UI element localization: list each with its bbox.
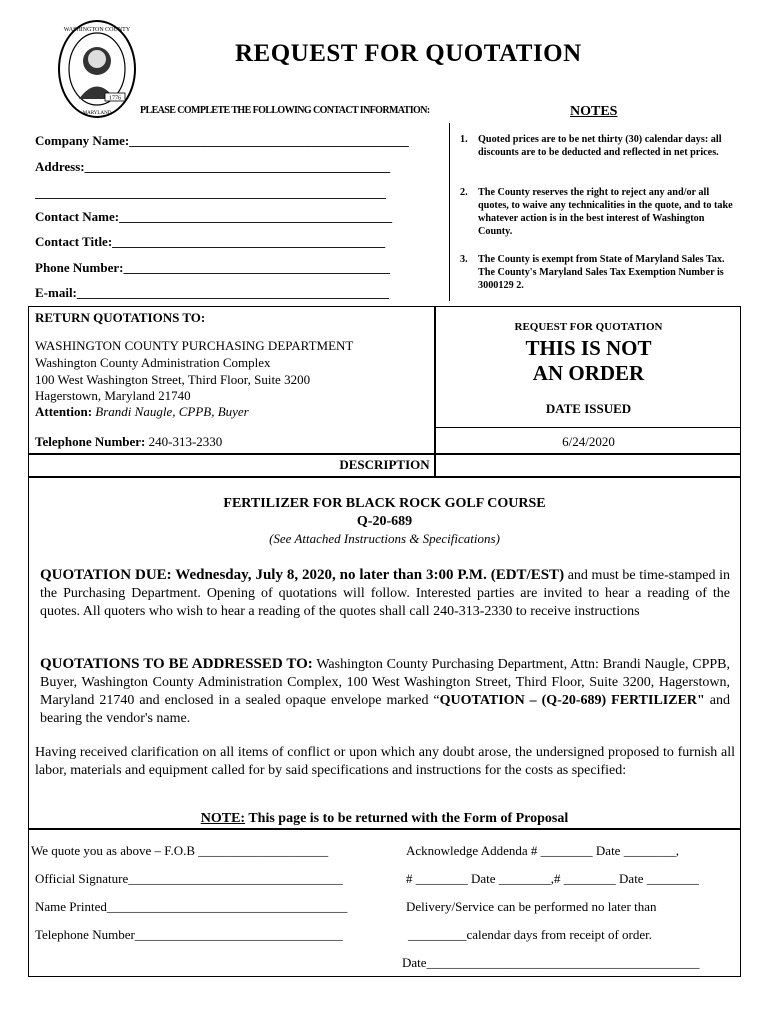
calendar-days-field[interactable]: _________calendar days from receipt of order.	[408, 927, 653, 942]
signoff-top-rule	[28, 828, 741, 830]
attention-line	[35, 404, 249, 420]
clarification-paragraph: Having received clarification on all items of conflict or upon which any doubt arose, the undersigned proposed to furnish all labor, materials and equipment called for by said specifications and instructions for the costs as specified:	[35, 745, 735, 778]
date-issued-value: 6/24/2020	[562, 434, 615, 449]
attention-value: Brandi Naugle, CPPB, Buyer	[95, 404, 249, 419]
return-line3: Hagerstown, Maryland 21740	[35, 388, 191, 403]
order-box-label: REQUEST FOR QUOTATION	[514, 321, 663, 333]
notes-divider	[449, 123, 450, 301]
description-heading: DESCRIPTION	[339, 457, 430, 472]
return-heading: RETURN QUOTATIONS TO:	[35, 310, 206, 325]
official-signature-field[interactable]: Official Signature_________________________________	[35, 871, 343, 886]
quotation-number: Q-20-689	[356, 514, 413, 529]
acknowledge-addenda-field[interactable]: Acknowledge Addenda # ________ Date ________,	[406, 843, 679, 858]
note-text: This page is to be returned with the Form of Proposal	[245, 811, 569, 826]
phone-number-field[interactable]: Phone Number:_________________________________________	[35, 260, 390, 275]
telephone-number-field[interactable]: Telephone Number________________________________	[35, 927, 343, 942]
addressed-to-paragraph: QUOTATIONS TO BE ADDRESSED TO: Washington County Purchasing Department, Attn: Brandi Naugle, CPPB, Buyer, Washington County Administration Complex, 100 West Washington Street, Third Floor, Suite 3200, Hagerstown, Maryland 21740 and enclosed in a sealed opaque envelope marked “QUOTATION – (Q-20-689) FERTILIZER" and bearing the vendor's name.	[40, 656, 730, 726]
return-line2: 100 West Washington Street, Third Floor, Suite 3200	[35, 372, 311, 387]
see-attached-note: (See Attached Instructions & Specifications)	[269, 531, 500, 546]
not-order-line1: THIS IS NOT	[525, 336, 652, 360]
description-title: FERTILIZER FOR BLACK ROCK GOLF COURSE	[223, 496, 546, 511]
attention-label: Attention:	[35, 404, 93, 419]
address-line2-field[interactable]: ______________________________________________________	[35, 185, 386, 200]
note-item-2: 2. The County reserves the right to reject any and/or all quotes, to waive any technicalities in the quote, and to take whatever action is in the best interest of Washington County.	[460, 187, 733, 237]
description-bottom-rule	[28, 476, 741, 478]
note-label: NOTE:	[200, 811, 246, 826]
seal-top-text: WASHINGTON COUNTY	[63, 27, 131, 33]
return-line1: Washington County Administration Complex	[35, 355, 271, 370]
seal-bottom-text: MARYLAND	[82, 111, 112, 116]
address-field[interactable]: Address:_______________________________________________	[35, 159, 391, 174]
email-field[interactable]: E-mail:________________________________________________	[35, 285, 389, 300]
note-item-1: 1. Quoted prices are to be net thirty (30) calendar days: all discounts are to be deducted and reflected in net prices.	[460, 134, 722, 158]
contact-name-field[interactable]: Contact Name:__________________________________________	[35, 209, 393, 224]
fob-field[interactable]: We quote you as above – F.O.B ____________________	[31, 843, 329, 858]
date-field[interactable]: Date__________________________________________	[402, 955, 700, 970]
company-name-field[interactable]: Company Name:___________________________________________	[35, 133, 409, 148]
return-dept: WASHINGTON COUNTY PURCHASING DEPARTMENT	[35, 338, 354, 353]
name-printed-field[interactable]: Name Printed_____________________________________	[35, 899, 348, 914]
date-issued-label: DATE ISSUED	[545, 401, 632, 416]
return-phone-value: 240-313-2330	[148, 434, 223, 449]
seal-year: 1776	[109, 95, 121, 102]
contact-title-field[interactable]: Contact Title:__________________________________________	[35, 234, 386, 249]
quotation-due-paragraph: QUOTATION DUE: Wednesday, July 8, 2020, no later than 3:00 P.M. (EDT/EST) and must be time-stamped in the Purchasing Department. Opening of quotations will follow. Interested parties are invited to hear a reading of the quotes. All quoters who wish to hear a reading of the quotes shall call 240-313-2330 to receive instructions	[40, 567, 730, 619]
return-note	[28, 811, 741, 827]
description-top-rule	[28, 453, 741, 455]
note-item-3: 3. The County is exempt from State of Maryland Sales Tax. The County's Maryland Sales Tax Exemption Number is 3000129 2.	[460, 254, 725, 291]
page-title: REQUEST FOR QUOTATION	[235, 40, 582, 67]
county-seal-logo	[57, 19, 137, 119]
contact-info-heading: PLEASE COMPLETE THE FOLLOWING CONTACT INFORMATION:	[140, 105, 430, 116]
return-phone-line	[35, 434, 222, 450]
delivery-text: Delivery/Service can be performed no later than	[406, 899, 657, 914]
date-issued-rule	[434, 427, 741, 428]
addenda-dates-field[interactable]: # ________ Date ________,# ________ Date ________	[406, 871, 699, 886]
not-order-line2: AN ORDER	[532, 361, 645, 385]
notes-heading: NOTES	[570, 104, 618, 119]
return-phone-label: Telephone Number:	[35, 434, 146, 449]
